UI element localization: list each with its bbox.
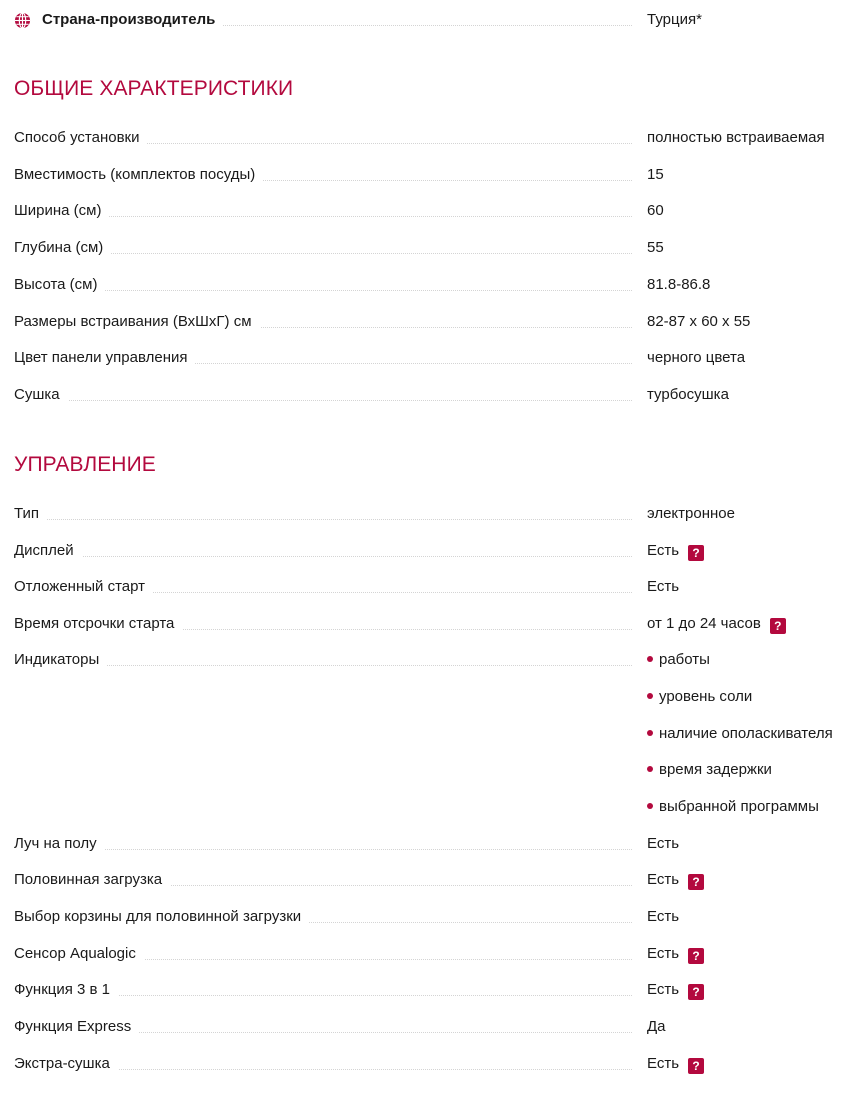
- indicator-item: [647, 723, 833, 745]
- indicator-item: [647, 686, 752, 708]
- spec-row: [14, 833, 848, 855]
- indicator-row: [14, 686, 848, 708]
- bullet-icon: [647, 803, 653, 809]
- help-question-button[interactable]: ?: [688, 984, 704, 1000]
- leader-dots: [14, 290, 632, 291]
- section-title-control: УПРАВЛЕНИЕ: [14, 453, 156, 476]
- indicator-item: [647, 759, 772, 781]
- spec-label: Цвет панели управления: [14, 347, 195, 369]
- spec-row: [14, 906, 848, 928]
- spec-row: [14, 1053, 848, 1075]
- spec-row: [14, 613, 848, 635]
- spec-label: Размеры встраивания (ВхШхГ) см: [14, 311, 260, 333]
- spec-row: [14, 503, 848, 525]
- spec-row: [14, 127, 848, 149]
- help-question-button[interactable]: ?: [688, 1058, 704, 1074]
- spec-value: от 1 до 24 часов: [647, 615, 761, 632]
- spec-value: Есть: [647, 945, 680, 962]
- indicator-text: уровень соли: [659, 688, 753, 705]
- spec-row: [14, 274, 848, 296]
- spec-row: [14, 979, 848, 1001]
- spec-row: [14, 311, 848, 333]
- indicator-text: выбранной программы: [659, 798, 819, 815]
- spec-row: [14, 540, 848, 562]
- spec-label: Вместимость (комплектов посуды): [14, 164, 263, 186]
- spec-value: 82-87 х 60 х 55: [647, 313, 751, 330]
- spec-value: турбосушка: [647, 386, 729, 403]
- spec-value: электронное: [647, 505, 735, 522]
- spec-label: Ширина (см): [14, 200, 109, 222]
- spec-label: Функция 3 в 1: [14, 979, 118, 1001]
- indicator-item: [647, 649, 710, 671]
- spec-label: Дисплей: [14, 540, 82, 562]
- leader-dots: [14, 519, 632, 520]
- spec-value: полностью встраиваемая: [647, 129, 825, 146]
- spec-row: [14, 1016, 848, 1038]
- spec-row: [14, 164, 848, 186]
- spec-row-indicators: [14, 649, 848, 671]
- spec-value: Турция*: [647, 11, 702, 28]
- spec-label: Сенсор Aqualogic: [14, 943, 144, 965]
- spec-row: [14, 384, 848, 406]
- spec-value: 15: [647, 166, 664, 183]
- indicator-row: [14, 796, 848, 818]
- spec-label: Тип: [14, 503, 47, 525]
- globe-icon: [14, 12, 31, 29]
- indicator-item: [647, 796, 819, 818]
- spec-row: [14, 237, 848, 259]
- leader-dots: [14, 400, 632, 401]
- spec-label: Страна-производитель: [42, 9, 223, 31]
- bullet-icon: [647, 693, 653, 699]
- spec-row-country: [14, 9, 848, 31]
- spec-value-group: [647, 979, 704, 1001]
- spec-label: Время отсрочки старта: [14, 613, 182, 635]
- spec-label: Луч на полу: [14, 833, 105, 855]
- help-question-button[interactable]: ?: [688, 874, 704, 890]
- spec-label: Половинная загрузка: [14, 869, 170, 891]
- help-question-button[interactable]: ?: [688, 948, 704, 964]
- indicator-row: [14, 723, 848, 745]
- spec-value: Есть: [647, 871, 680, 888]
- spec-value: Есть: [647, 981, 680, 998]
- spec-label: Выбор корзины для половинной загрузки: [14, 906, 309, 928]
- indicator-text: работы: [659, 651, 710, 668]
- bullet-icon: [647, 730, 653, 736]
- spec-value-group: [647, 540, 704, 562]
- spec-label: Функция Express: [14, 1016, 139, 1038]
- section-title-general: ОБЩИЕ ХАРАКТЕРИСТИКИ: [14, 77, 294, 100]
- spec-value: 81.8-86.8: [647, 276, 711, 293]
- help-question-button[interactable]: ?: [770, 618, 786, 634]
- spec-value: Есть: [647, 1055, 680, 1072]
- spec-label: Индикаторы: [14, 649, 107, 671]
- leader-dots: [14, 556, 632, 557]
- spec-value: 55: [647, 239, 664, 256]
- indicator-row: [14, 759, 848, 781]
- spec-label: Сушка: [14, 384, 68, 406]
- spec-row: [14, 347, 848, 369]
- bullet-icon: [647, 656, 653, 662]
- spec-value: 60: [647, 202, 664, 219]
- spec-value-group: [647, 1053, 704, 1075]
- spec-value: Есть: [647, 835, 680, 852]
- spec-value: Есть: [647, 908, 680, 925]
- bullet-icon: [647, 766, 653, 772]
- spec-value: Есть: [647, 542, 680, 559]
- spec-row: [14, 200, 848, 222]
- spec-label: Глубина (см): [14, 237, 111, 259]
- spec-value-group: [647, 613, 786, 635]
- spec-value: Да: [647, 1018, 666, 1035]
- spec-label: Способ установки: [14, 127, 147, 149]
- spec-value-group: [647, 869, 704, 891]
- spec-row: [14, 576, 848, 598]
- spec-label: Отложенный старт: [14, 576, 153, 598]
- help-question-button[interactable]: ?: [688, 545, 704, 561]
- spec-row: [14, 943, 848, 965]
- spec-row: [14, 869, 848, 891]
- spec-value: Есть: [647, 578, 680, 595]
- spec-label: Высота (см): [14, 274, 105, 296]
- spec-value-group: [647, 943, 704, 965]
- indicator-text: наличие ополаскивателя: [659, 725, 833, 742]
- spec-value: черного цвета: [647, 349, 746, 366]
- indicator-text: время задержки: [659, 761, 772, 778]
- spec-label: Экстра-сушка: [14, 1053, 118, 1075]
- leader-dots: [14, 849, 632, 850]
